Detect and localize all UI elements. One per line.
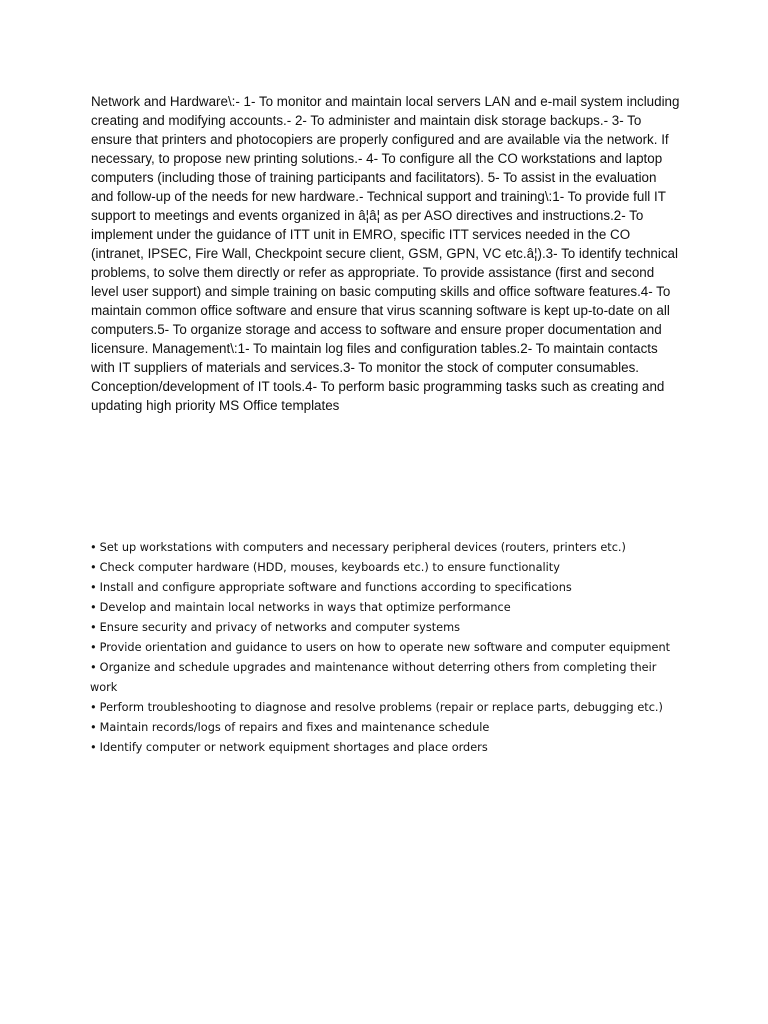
list-item [90, 698, 680, 718]
list-item-text: Maintain records/logs of repairs and fixes and maintenance schedule [99, 721, 490, 734]
list-item-text: Identify computer or network equipment shortages and place orders [99, 741, 488, 754]
list-item-text: Ensure security and privacy of networks and computer systems [99, 621, 461, 634]
list-item-text: Check computer hardware (HDD, mouses, keyboards etc.) to ensure functionality [99, 561, 560, 574]
list-item [90, 598, 680, 618]
bullet-icon: • [90, 701, 97, 714]
bullet-icon: • [90, 541, 97, 554]
list-item-text: Organize and schedule upgrades and maintenance without deterring others from completing their work [90, 661, 657, 694]
job-description-paragraph: Network and Hardware\:- 1- To monitor and maintain local servers LAN and e-mail system including creating and modifying accounts.- 2- To administer and maintain disk storage backups.- 3- To ensure that printers and photocopiers are properly configured and are available via the network. If necessary, to propose new printing solutions.- 4- To configure all the CO workstations and laptop computers (including those of training participants and facilitators). 5- To assist in the evaluation and follow-up of the needs for new hardware.- Technical support and training\:1- To provide full IT support to meetings and events organized in â¦â¦ as per ASO directives and instructions.2- To implement under the guidance of ITT unit in EMRO, specific ITT services needed in the CO (intranet, IPSEC, Fire Wall, Checkpoint secure client, GSM, GPN, VC etc.â¦).3- To identify technical problems, to solve them directly or refer as appropriate. To provide assistance (first and second level user support) and simple training on basic computing skills and office software features.4- To maintain common office software and ensure that virus scanning software is kept up-to-date on all computers.5- To organize storage and access to software and ensure proper documentation and licensure. Management\:1- To maintain log files and configuration tables.2- To maintain contacts with IT suppliers of materials and services.3- To monitor the stock of computer consumables. Conception/development of IT tools.4- To perform basic programming tasks such as creating and updating high priority MS Office templates [91, 94, 680, 413]
bullet-icon: • [90, 641, 97, 654]
list-item-text: Install and configure appropriate software and functions according to specifications [99, 581, 572, 594]
list-item [90, 638, 680, 658]
list-item-text: Develop and maintain local networks in ways that optimize performance [99, 601, 511, 614]
bullet-icon: • [90, 581, 97, 594]
bullet-icon: • [90, 621, 97, 634]
list-item [90, 718, 680, 738]
bullet-icon: • [90, 721, 97, 734]
list-item [90, 738, 680, 758]
list-item [90, 558, 680, 578]
bullet-icon: • [90, 661, 97, 674]
list-item [90, 578, 680, 598]
list-item-text: Set up workstations with computers and necessary peripheral devices (routers, printers etc.) [99, 541, 626, 554]
bullet-icon: • [90, 561, 97, 574]
list-item [90, 618, 680, 638]
responsibilities-list [90, 538, 680, 758]
bullet-icon: • [90, 741, 97, 754]
list-item [90, 538, 680, 558]
bullet-icon: • [90, 601, 97, 614]
list-item-text: Perform troubleshooting to diagnose and resolve problems (repair or replace parts, debugging etc.) [99, 701, 663, 714]
list-item-text: Provide orientation and guidance to users on how to operate new software and computer equipment [99, 641, 671, 654]
list-item [90, 658, 680, 698]
